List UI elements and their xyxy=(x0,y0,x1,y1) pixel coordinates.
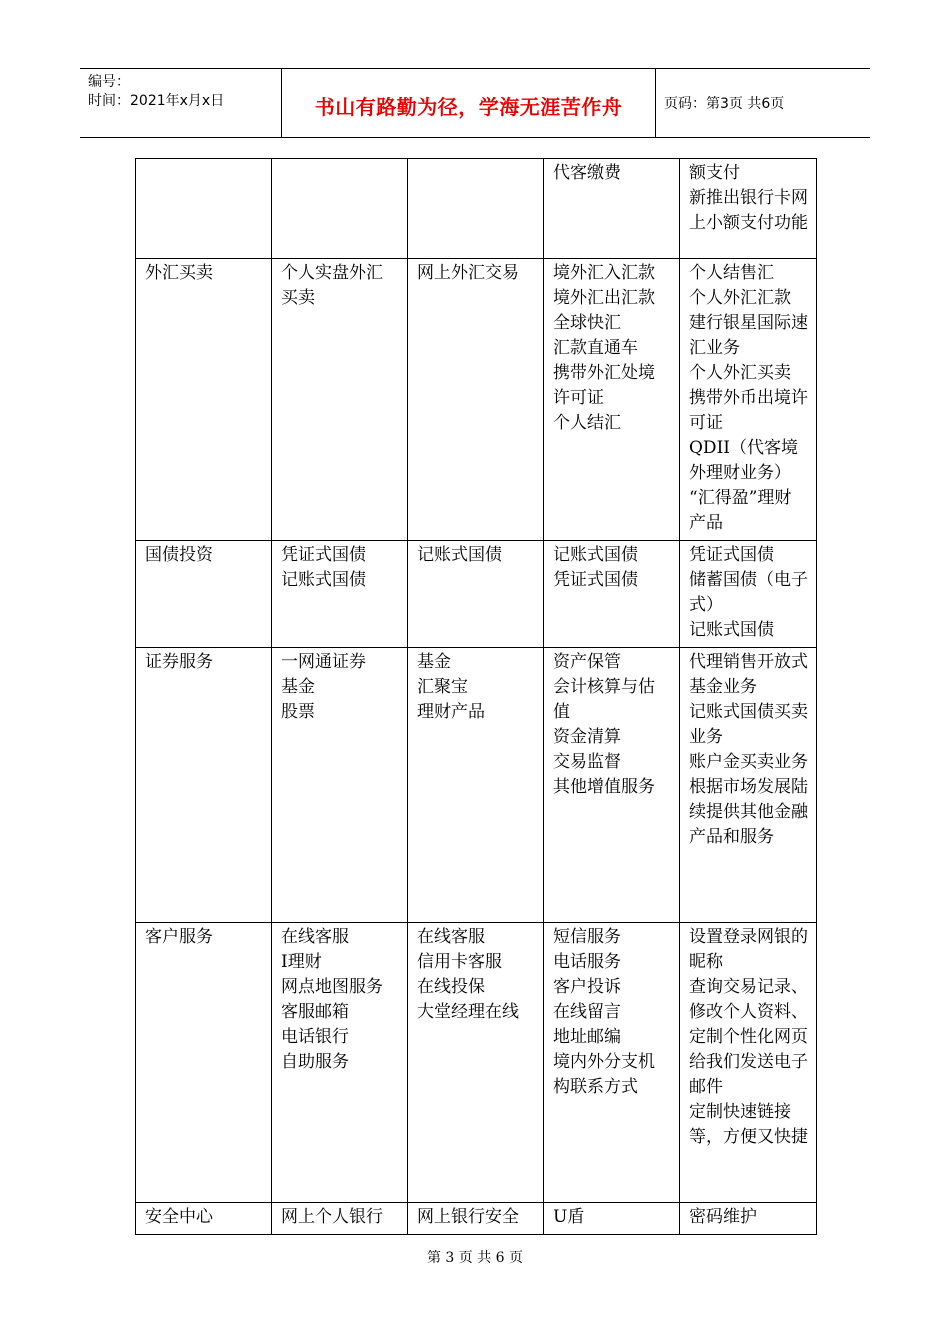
cell-line: 自助服务 xyxy=(281,1052,349,1072)
cell-line: 携带外币出境许可证 xyxy=(689,388,808,433)
cell-line: 短信服务 xyxy=(553,927,621,947)
table-cell xyxy=(408,1203,544,1235)
table-cell xyxy=(136,923,272,1203)
table-cell xyxy=(544,541,680,648)
cell-line: 记账式国债 xyxy=(553,545,638,565)
cell-line: 基金 xyxy=(281,677,315,697)
cell-line: 新推出银行卡网上小额支付功能 xyxy=(689,188,808,233)
cell-line: 境外汇出汇款 xyxy=(553,288,655,308)
table-cell xyxy=(544,259,680,541)
header-meta xyxy=(80,69,280,137)
table-cell xyxy=(408,259,544,541)
table-cell xyxy=(680,648,817,923)
cell-line: 电话银行 xyxy=(281,1027,349,1047)
cell-line: 网上外汇交易 xyxy=(417,263,519,283)
cell-line: 个人外汇汇款 xyxy=(689,288,791,308)
cell-line: 个人实盘外汇买卖 xyxy=(281,263,383,308)
cell-line: 理财产品 xyxy=(417,702,485,722)
cell-line: 证券服务 xyxy=(145,652,213,672)
table-cell xyxy=(544,1203,680,1235)
cell-line: 凭证式国债 xyxy=(281,545,366,565)
cell-line: 在线客服 xyxy=(417,927,485,947)
cell-line: 储蓄国债（电子式） xyxy=(689,570,808,615)
table-cell xyxy=(680,259,817,541)
table-cell xyxy=(408,648,544,923)
cell-line: 汇款直通车 xyxy=(553,338,638,358)
cell-line: 设置登录网银的昵称 xyxy=(689,927,808,972)
cell-line: 境外汇入汇款 xyxy=(553,263,655,283)
page-header xyxy=(80,68,870,138)
cell-line: 信用卡客服 xyxy=(417,952,502,972)
cell-line: 记账式国债 xyxy=(417,545,502,565)
cell-line: 记账式国债买卖业务 xyxy=(689,702,808,747)
table-cell xyxy=(272,259,408,541)
page-footer: 第 3 页 共 6 页 xyxy=(426,1250,524,1266)
cell-line: 凭证式国债 xyxy=(689,545,774,565)
document-date: 时间：2021年x月x日 xyxy=(88,93,225,109)
document-number-label: 编号： xyxy=(88,74,130,90)
header-page-info: 页码：第3页 共6页 xyxy=(664,96,785,112)
cell-line: 会计核算与估值 xyxy=(553,677,655,722)
cell-line: QDII（代客境外理财业务） xyxy=(689,438,798,483)
table-row xyxy=(136,541,817,648)
table-cell xyxy=(272,1203,408,1235)
table-cell xyxy=(680,541,817,648)
table-cell xyxy=(272,923,408,1203)
services-table xyxy=(135,158,817,1235)
cell-line: 全球快汇 xyxy=(553,313,621,333)
cell-line: 资金清算 xyxy=(553,727,621,747)
table-cell xyxy=(272,159,408,259)
table-cell xyxy=(136,648,272,923)
cell-line: 客户服务 xyxy=(145,927,213,947)
table-cell xyxy=(408,541,544,648)
cell-line: 基金 xyxy=(417,652,451,672)
header-motto: 书山有路勤为径，学海无涯苦作舟 xyxy=(314,95,623,119)
cell-line: 大堂经理在线 xyxy=(417,1002,519,1022)
cell-line: 个人外汇买卖 xyxy=(689,363,791,383)
cell-line: 外汇买卖 xyxy=(145,263,213,283)
cell-line: 交易监督 xyxy=(553,752,621,772)
table-cell xyxy=(272,648,408,923)
cell-line: 境内外分支机构联系方式 xyxy=(553,1052,655,1097)
cell-line: 网上个人银行 xyxy=(281,1207,383,1227)
cell-line: 股票 xyxy=(281,702,315,722)
table-cell xyxy=(544,159,680,259)
cell-line: 网点地图服务 xyxy=(281,977,383,997)
cell-line: 个人结售汇 xyxy=(689,263,774,283)
cell-line: 在线投保 xyxy=(417,977,485,997)
cell-line: 账户金买卖业务 xyxy=(689,752,808,772)
table-cell xyxy=(136,541,272,648)
table-cell xyxy=(136,1203,272,1235)
cell-line: 在线客服 xyxy=(281,927,349,947)
table-cell xyxy=(136,259,272,541)
cell-line: 电话服务 xyxy=(553,952,621,972)
cell-line: 一网通证券 xyxy=(281,652,366,672)
cell-line: 其他增值服务 xyxy=(553,777,655,797)
cell-line: 密码维护 xyxy=(689,1207,757,1227)
cell-line: 安全中心 xyxy=(145,1207,213,1227)
table-cell xyxy=(680,159,817,259)
cell-line: 客服邮箱 xyxy=(281,1002,349,1022)
cell-line: U盾 xyxy=(553,1207,585,1227)
table-cell xyxy=(544,648,680,923)
table-row xyxy=(136,648,817,923)
services-table-body xyxy=(136,159,817,1235)
table-cell xyxy=(272,541,408,648)
cell-line: I理财 xyxy=(281,952,322,972)
cell-line: 携带外汇处境许可证 xyxy=(553,363,655,408)
cell-line: 资产保管 xyxy=(553,652,621,672)
table-cell xyxy=(680,1203,817,1235)
cell-line: 在线留言 xyxy=(553,1002,621,1022)
cell-line: 查询交易记录、修改个人资料、定制个性化网页给我们发送电子邮件 xyxy=(689,977,808,1097)
table-row xyxy=(136,159,817,259)
cell-line: 国债投资 xyxy=(145,545,213,565)
cell-line: 地址邮编 xyxy=(553,1027,621,1047)
table-row xyxy=(136,1203,817,1235)
header-motto-box xyxy=(281,69,656,137)
table-cell xyxy=(544,923,680,1203)
cell-line: 汇聚宝 xyxy=(417,677,468,697)
cell-line: 记账式国债 xyxy=(689,620,774,640)
cell-line: 代理销售开放式基金业务 xyxy=(689,652,808,697)
cell-line: 额支付 xyxy=(689,163,740,183)
cell-line: 定制快速链接等，方便又快捷 xyxy=(689,1102,808,1147)
cell-line: “汇得盈”理财产品 xyxy=(689,488,792,533)
table-row xyxy=(136,259,817,541)
cell-line: 网上银行安全 xyxy=(417,1207,519,1227)
table-cell xyxy=(136,159,272,259)
cell-line: 代客缴费 xyxy=(553,163,621,183)
cell-line: 根据市场发展陆续提供其他金融产品和服务 xyxy=(689,777,808,847)
table-cell xyxy=(680,923,817,1203)
cell-line: 个人结汇 xyxy=(553,413,621,433)
cell-line: 凭证式国债 xyxy=(553,570,638,590)
cell-line: 客户投诉 xyxy=(553,977,621,997)
cell-line: 记账式国债 xyxy=(281,570,366,590)
table-cell xyxy=(408,923,544,1203)
table-row xyxy=(136,923,817,1203)
cell-line: 建行银星国际速汇业务 xyxy=(689,313,808,358)
table-cell xyxy=(408,159,544,259)
